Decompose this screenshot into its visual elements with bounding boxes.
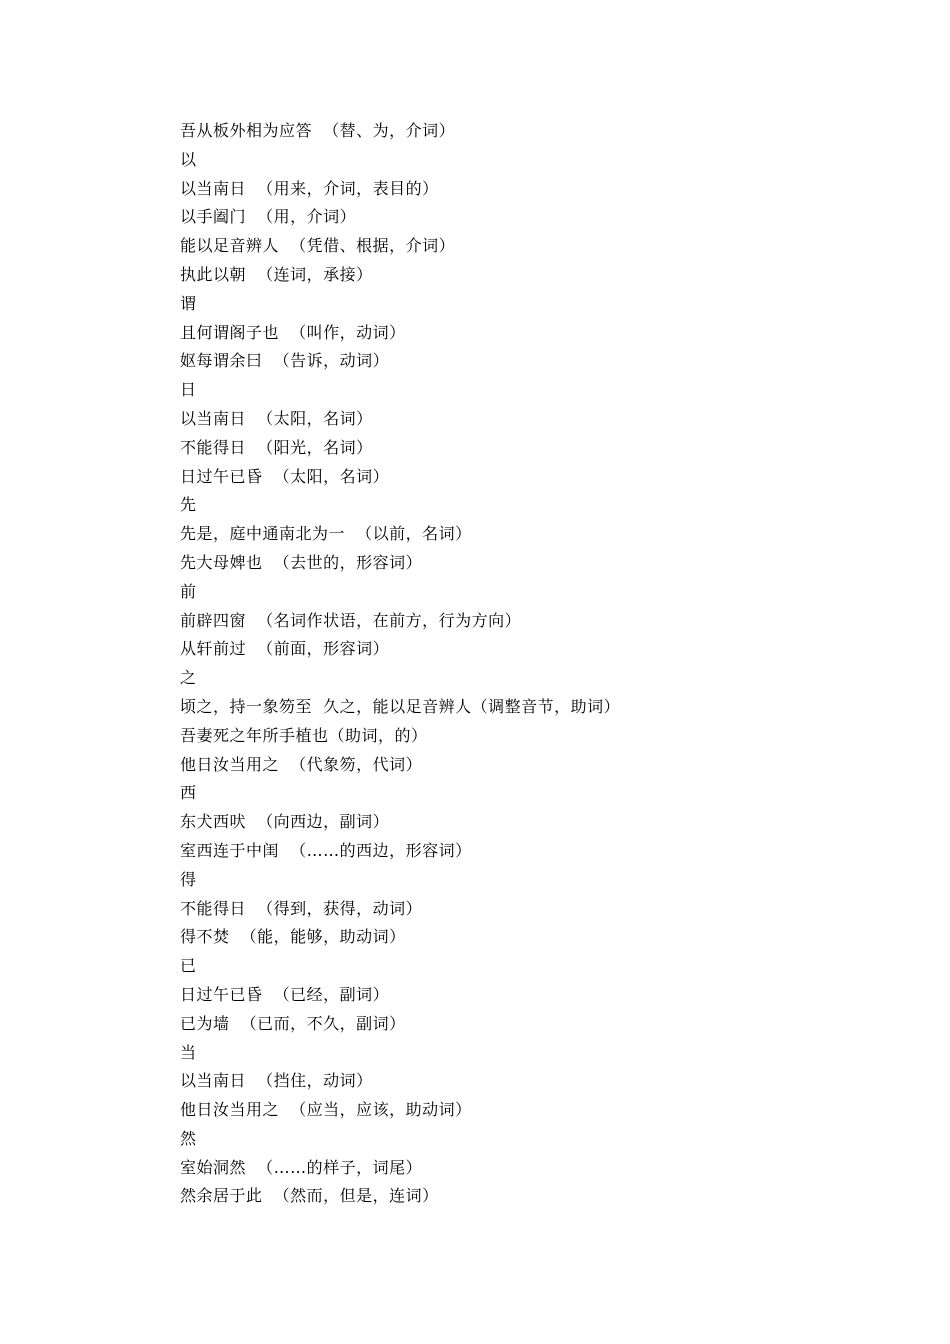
word-heading: 已 bbox=[180, 956, 197, 976]
text-line: 已为墙 （已而，不久，副词） bbox=[180, 1013, 406, 1033]
word-heading: 先 bbox=[180, 495, 197, 515]
text-line: 从轩前过 （前面，形容词） bbox=[180, 639, 390, 659]
text-line: 室西连于中闺 （……的西边，形容词） bbox=[180, 840, 472, 860]
word-heading: 当 bbox=[180, 1042, 197, 1062]
text-line: 不能得日 （阳光，名词） bbox=[180, 437, 373, 457]
text-line: 得不焚 （能，能够，助动词） bbox=[180, 927, 406, 947]
text-line: 他日汝当用之 （代象笏，代词） bbox=[180, 754, 423, 774]
word-heading: 日 bbox=[180, 380, 197, 400]
text-line: 以当南日 （用来，介词，表目的） bbox=[180, 178, 439, 198]
word-heading: 以 bbox=[180, 149, 197, 169]
text-line: 前辟四窗 （名词作状语，在前方，行为方向） bbox=[180, 610, 522, 630]
word-heading: 之 bbox=[180, 668, 197, 688]
text-line: 东犬西吠 （向西边，副词） bbox=[180, 812, 390, 832]
text-line: 以手阖门 （用，介词） bbox=[180, 207, 357, 227]
text-line: 以当南日 （挡住，动词） bbox=[180, 1071, 373, 1091]
word-heading: 然 bbox=[180, 1128, 197, 1148]
word-heading: 谓 bbox=[180, 293, 197, 313]
text-line: 妪每谓余曰 （告诉，动词） bbox=[180, 351, 390, 371]
text-line: 执此以朝 （连词，承接） bbox=[180, 264, 373, 284]
vocabulary-list bbox=[180, 117, 880, 1211]
text-line: 日过午已昏 （太阳，名词） bbox=[180, 466, 390, 486]
text-line: 先大母婢也 （去世的，形容词） bbox=[180, 552, 423, 572]
text-line: 且何谓阁子也 （叫作，动词） bbox=[180, 322, 406, 342]
text-line: 以当南日 （太阳，名词） bbox=[180, 408, 373, 428]
text-line: 吾妻死之年所手植也（助词，的） bbox=[180, 725, 428, 745]
word-heading: 得 bbox=[180, 869, 197, 889]
text-line: 不能得日 （得到，获得，动词） bbox=[180, 898, 423, 918]
text-line: 顷之，持一象笏至 久之，能以足音辨人（调整音节，助词） bbox=[180, 696, 621, 716]
text-line: 然余居于此 （然而，但是，连词） bbox=[180, 1186, 439, 1206]
word-heading: 前 bbox=[180, 581, 197, 601]
text-line: 他日汝当用之 （应当，应该，助动词） bbox=[180, 1100, 472, 1120]
text-line: 先是，庭中通南北为一 （以前，名词） bbox=[180, 524, 472, 544]
text-line: 日过午已昏 （已经，副词） bbox=[180, 984, 390, 1004]
text-line: 室始洞然 （……的样子，词尾） bbox=[180, 1157, 423, 1177]
text-line: 能以足音辨人 （凭借、根据，介词） bbox=[180, 236, 456, 256]
word-heading: 西 bbox=[180, 783, 197, 803]
text-line: 吾从板外相为应答 （替、为，介词） bbox=[180, 121, 456, 140]
